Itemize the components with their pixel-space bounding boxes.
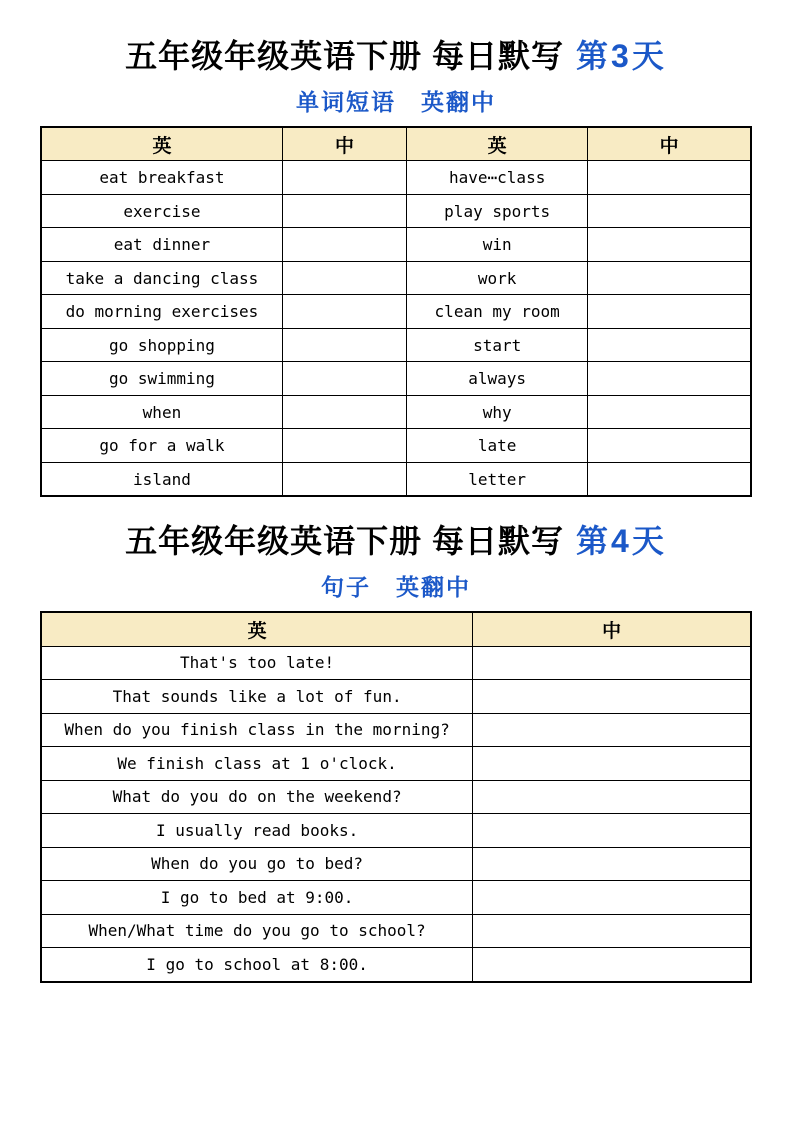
answer-cell [473,948,751,982]
table-row [41,881,751,915]
sentence-table [40,611,752,983]
en-phrase-cell: play sports [407,194,588,228]
table-row [41,646,751,680]
table-row [41,228,751,262]
en-sentence-cell: That's too late! [41,646,473,680]
worksheet-title-day4 [40,523,752,560]
en-phrase-cell: clean my room [407,295,588,329]
answer-cell [588,295,751,329]
answer-cell [588,228,751,262]
en-phrase-cell: go shopping [41,328,282,362]
en-phrase-cell: eat dinner [41,228,282,262]
worksheet-subtitle-day4: 句子 英翻中 [321,574,471,601]
en-phrase-cell: take a dancing class [41,261,282,295]
answer-cell [588,161,751,195]
table-row [41,747,751,781]
table-header-row [41,127,751,161]
answer-cell [473,814,751,848]
answer-cell [282,161,406,195]
en-phrase-cell: eat breakfast [41,161,282,195]
worksheet-title-day3 [40,38,752,75]
table-row [41,161,751,195]
table-row [41,780,751,814]
section-day4 [40,523,752,982]
answer-cell [473,713,751,747]
en-sentence-cell: When do you finish class in the morning? [41,713,473,747]
table-row [41,847,751,881]
answer-cell [473,780,751,814]
header-cell-en-right: 英 [407,127,588,161]
table-row [41,814,751,848]
table-header-row [41,612,751,646]
answer-cell [588,462,751,496]
section-day3 [40,38,752,497]
header-cell-zh-right: 中 [588,127,751,161]
table-row [41,328,751,362]
table-row [41,295,751,329]
en-sentence-cell: When/What time do you go to school? [41,914,473,948]
en-sentence-cell: I go to school at 8:00. [41,948,473,982]
title-day-badge: 第4天 [576,523,667,560]
answer-cell [282,194,406,228]
table-row [41,261,751,295]
worksheet-subtitle-day3: 单词短语 英翻中 [296,88,496,115]
answer-cell [588,429,751,463]
table-row [41,462,751,496]
table-row [41,680,751,714]
vocab-table [40,126,752,498]
table-row [41,194,751,228]
en-sentence-cell: When do you go to bed? [41,847,473,881]
answer-cell [473,680,751,714]
answer-cell [282,328,406,362]
table-row [41,362,751,396]
answer-cell [282,429,406,463]
header-cell-zh: 中 [473,612,751,646]
en-phrase-cell: always [407,362,588,396]
title-day-badge: 第3天 [576,38,667,74]
table-row [41,948,751,982]
en-phrase-cell: island [41,462,282,496]
title-text: 五年级年级英语下册 每日默写 [125,38,565,74]
answer-cell [473,847,751,881]
en-sentence-cell: What do you do on the weekend? [41,780,473,814]
header-cell-en-left: 英 [41,127,282,161]
en-phrase-cell: win [407,228,588,262]
table-row [41,429,751,463]
answer-cell [588,194,751,228]
answer-cell [588,395,751,429]
answer-cell [473,747,751,781]
en-phrase-cell: work [407,261,588,295]
en-sentence-cell: I go to bed at 9:00. [41,881,473,915]
en-phrase-cell: late [407,429,588,463]
en-sentence-cell: I usually read books. [41,814,473,848]
table-row [41,713,751,747]
answer-cell [473,881,751,915]
en-phrase-cell: why [407,395,588,429]
en-phrase-cell: do morning exercises [41,295,282,329]
en-sentence-cell: That sounds like a lot of fun. [41,680,473,714]
answer-cell [473,646,751,680]
en-phrase-cell: have⋯class [407,161,588,195]
en-phrase-cell: go swimming [41,362,282,396]
en-phrase-cell: exercise [41,194,282,228]
header-cell-en: 英 [41,612,473,646]
answer-cell [282,362,406,396]
en-phrase-cell: letter [407,462,588,496]
en-sentence-cell: We finish class at 1 o'clock. [41,747,473,781]
answer-cell [282,395,406,429]
table-row [41,395,751,429]
answer-cell [588,328,751,362]
en-phrase-cell: go for a walk [41,429,282,463]
header-cell-zh-left: 中 [282,127,406,161]
table-row [41,914,751,948]
answer-cell [473,914,751,948]
answer-cell [282,295,406,329]
answer-cell [588,362,751,396]
title-text: 五年级年级英语下册 每日默写 [125,523,565,560]
answer-cell [282,228,406,262]
en-phrase-cell: when [41,395,282,429]
answer-cell [282,261,406,295]
answer-cell [282,462,406,496]
answer-cell [588,261,751,295]
en-phrase-cell: start [407,328,588,362]
